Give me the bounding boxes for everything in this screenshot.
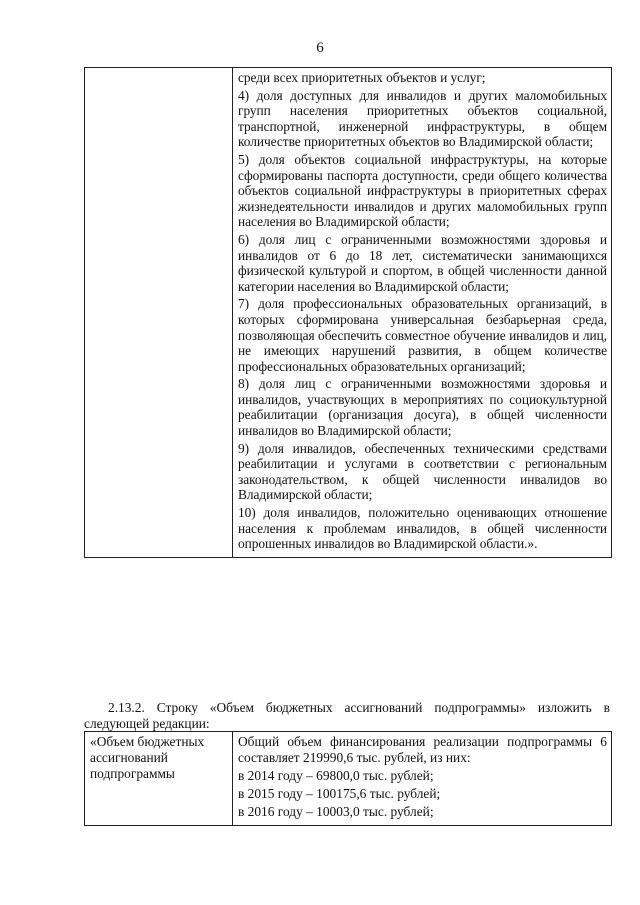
indicator-paragraph: 4) доля доступных для инвалидов и других маломобильных групп населения приоритетных объектов социальной, транспортной, инженерной инфраструктуры, в общем количестве приоритетных объектов во Владимирской области; [238,87,607,150]
indicator-paragraph: среди всех приоритетных объектов и услуг; [238,70,486,85]
section-instruction: 2.13.2. Строку «Объем бюджетных ассигнований подпрограммы» изложить в следующей редакции: [84,700,610,731]
indicator-paragraph: 7) доля профессиональных образовательных организаций, в которых сформирована универсальная безбарьерная среда, позволяющая обеспечить совместное обучение инвалидов и лиц, не имеющих нарушений развития, в общем количестве профессиональных образовательных организаций; [238,296,607,374]
indicator-paragraph: 6) доля лиц с ограниченными возможностями здоровья и инвалидов от 6 до 18 лет, систематически занимающихся физической культурой и спортом, в общей численности данной категории населения во Владимирской области; [238,231,607,294]
budget-table-value-cell [233,732,612,826]
funding-total-text: Общий объем финансирования реализации подпрограммы 6 составляет 219990,6 тыс. рублей, из них: [238,734,607,765]
indicator-paragraph: 8) доля лиц с ограниченными возможностями здоровья и инвалидов, участвующих в мероприятиях по социокультурной реабилитации (организация досуга), в общей численности инвалидов во Владимирской области; [238,376,607,439]
indicator-paragraph: 9) доля инвалидов, обеспеченных техническими средствами реабилитации и услугами в соответствии с региональным законодательством, к общей численности инвалидов во Владимирской области; [238,440,607,503]
funding-year-line: в 2016 году – 10003,0 тыс. рублей; [238,804,434,819]
indicators-table [84,67,612,558]
indicator-paragraph: 5) доля объектов социальной инфраструктуры, на которые сформированы паспорта доступности, среди общего количества объектов социальной инфраструктуры в приоритетных сферах жизнедеятельности инвалидов и других маломобильных групп населения во Владимирской области; [238,151,607,230]
indicators-table-right-cell [233,68,612,558]
funding-year-line: в 2014 году – 69800,0 тыс. рублей; [238,768,434,783]
indicator-paragraph: 10) доля инвалидов, положительно оценивающих отношение населения к проблемам инвалидов, в общей численности опрошенных инвалидов во Владимирской области.». [238,505,607,552]
budget-table [84,731,612,826]
funding-year-line: в 2015 году – 100175,6 тыс. рублей; [238,786,441,801]
indicators-table-left-cell [85,68,233,558]
budget-table-label: «Объем бюджетных ассигнований подпрограммы [85,732,233,826]
page-number: 6 [316,40,324,56]
